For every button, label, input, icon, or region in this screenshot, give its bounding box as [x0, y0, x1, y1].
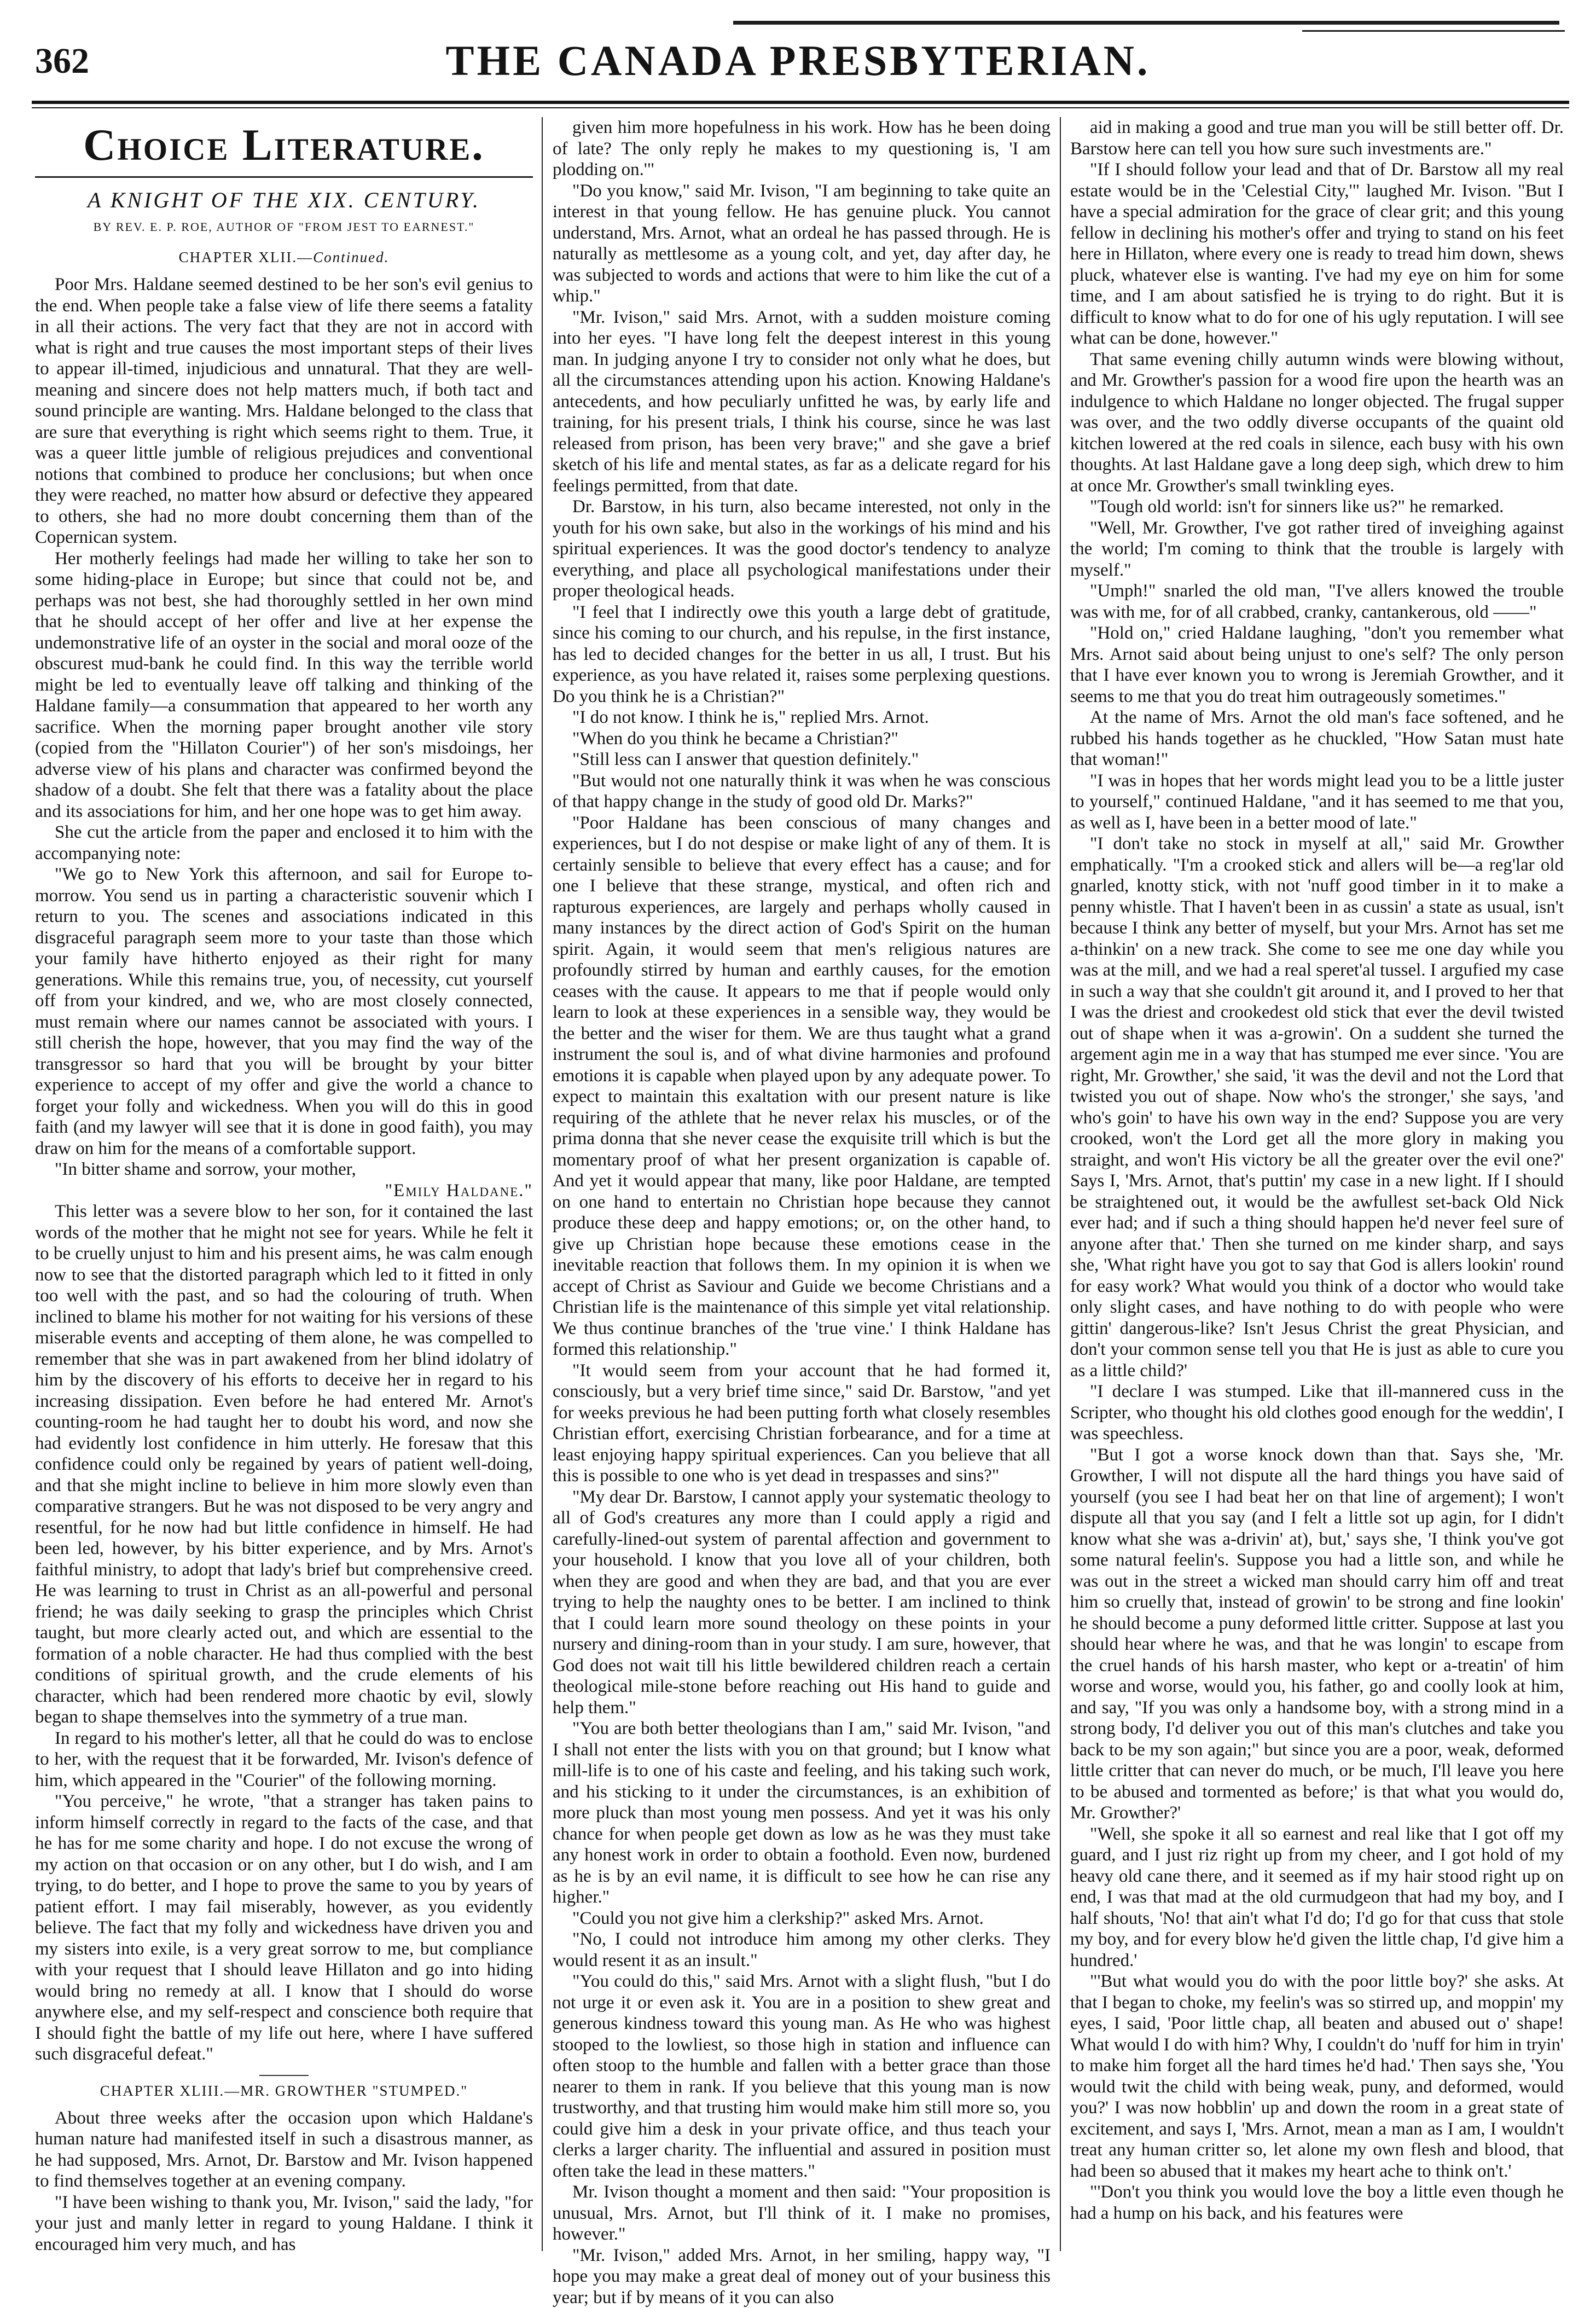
section-rule: [259, 2075, 309, 2076]
paragraph: "I have been wishing to thank you, Mr. Ivison," said the lady, "for your just and manly letter in regard to young Haldane. I think it encouraged him very much, and has: [35, 2192, 533, 2255]
paragraph: "In bitter shame and sorrow, your mother,: [35, 1159, 533, 1180]
paragraph: "If I should follow your lead and that of Dr. Barstow all my real estate would be in the 'Celestial City,'" laughed Mr. Ivison. "But I have a special admiration for the grace of clear grit; and this young fellow in declining his mother's offer and trying to stand on his feet here in Hillaton, where every one is ready to tread him down, shews pluck, whatever else is wanting. I've had my eye on him for some time, and I am about satisfied he is trying to do right. But it is difficult to know what to do for one of his ugly reputation. I will see what can be done, however.": [1070, 159, 1564, 349]
paragraph: Her motherly feelings had made her willing to take her son to some hiding-place in Europe; but since that could not be, and perhaps was not best, she had thoroughly settled in her own mind that he should accept of her offer and live at her expense the undemonstrative life of an oyster in the social and moral ooze of the obscurest mud-bank he could find. In this way the terrible world might be led to eventually leave off talking and thinking of the Haldane family—a consummation that appeared to her worth any sacrifice. When the morning paper brought another vile story (copied from the "Hillaton Courier") of her son's misdoings, her adverse view of his plans and character was confirmed beyond the shadow of a doubt. She felt that there was a fatality about the place and its associations for him, and her one hope was to get him away.: [35, 548, 533, 822]
paragraph: "I don't take no stock in myself at all," said Mr. Growther emphatically. "I'm a crooked stick and allers will be—a reg'lar old gnarled, knotty stick, with not 'nuff good timber in it to make a penny whistle. That I haven't been in as cussin' a state as usual, isn't because I think any better of myself, but your Mrs. Arnot has set me a-thinkin' on a new track. She come to see me one day while you was at the mill, and we had a real speret'al tussel. I argufied my case in such a way that she couldn't git around it, and I proved to her that I was the driest and crookedest old stick that ever the devil twisted out of shape when it was a-growin'. On a suddent she turned the argement agin me in a way that has stumped me ever since. 'You are right, Mr. Growther,' she said, 'it was the devil and not the Lord that twisted you out of shape. Now who's the stronger,' she says, 'and who's goin' to have his own way in the end? Suppose you are very crooked, won't the Lord get all the more glory in making you straight, and won't His victory be all the greater over the evil one?' Says I, 'Mrs. Arnot, that's puttin' my case in a new light. If I should be straightened out, it would be the awfullest set-back Old Nick ever had; and if such a thing should happen he'd never feel sure of anyone after that.' Then she turned on me kinder sharp, and says she, 'What right have you got to say that God is allers lookin' round for easy work? What would you think of a doctor who would take only slight cases, and have nothing to do with people who were gittin' dangerous-like? Isn't Jesus Christ the great Physician, and don't your common sense tell you that He is just as able to cure you as a little child?': [1070, 833, 1564, 1381]
paragraph: "I declare I was stumped. Like that ill-mannered cuss in the Scripter, who thought his old clothes good enough for the weddin', I was speechless.: [1070, 1381, 1564, 1445]
paragraph: About three weeks after the occasion upon which Haldane's human nature had manifested itself in such a disastrous manner, as he had supposed, Mrs. Arnot, Dr. Barstow and Mr. Ivison happened to find themselves together at an evening company.: [35, 2108, 533, 2192]
paragraph: "You are both better theologians than I am," said Mr. Ivison, "and I shall not enter the lists with you on that ground; but I know what mill-life is to one of his caste and feeling, and his taking such work, and his sticking to it under the circumstances, is an exhibition of more pluck than most young men possess. And yet it was his only chance for when people get down as low as he was they must take any honest work in order to obtain a foothold. Even now, burdened as he is by an evil name, it is difficult to see how he can rise any higher.": [553, 1718, 1051, 1908]
paragraph: "Still less can I answer that question definitely.": [553, 749, 1051, 770]
column-divider-2: [1060, 117, 1061, 2251]
paragraph: "I feel that I indirectly owe this youth a large debt of gratitude, since his coming to our church, and his repulse, in the first instance, has led to decided changes for the better in us all, I trust. But his experience, as you have related it, raises some perplexing questions. Do you think he is a Christian?": [553, 602, 1051, 708]
column-divider-1: [542, 117, 543, 2251]
page-number: 362: [35, 40, 89, 82]
paragraph: "It would seem from your account that he had formed it, consciously, but a very brief time since," said Dr. Barstow, "and yet for weeks previous he had been putting forth what closely resembles Christian effort, exercising Christian forbearance, and for a time at least enjoying happy spiritual experiences. Can you believe that all this is possible to one who is yet dead in trespasses and sins?": [553, 1360, 1051, 1487]
paragraph: Poor Mrs. Haldane seemed destined to be her son's evil genius to the end. When people take a false view of life there seems a fatality in all their actions. The very fact that they are not in accord with what is right and true causes the most important steps of their lives to appear ill-timed, injudicious and unnatural. That they are well-meaning and sincere does not help matters much, if both tact and sound principle are wanting. Mrs. Haldane belonged to the class that are sure that everything is right which seems right to them. True, it was a queer little jumble of religious prejudices and conventional notions that combined to produce her conclusions; but when once they were reached, no matter how absurd or defective they appeared to others, she had no more doubt concerning them than of the Copernican system.: [35, 274, 533, 548]
paragraph: "Do you know," said Mr. Ivison, "I am beginning to take quite an interest in that young fellow. He has genuine pluck. You cannot understand, Mrs. Arnot, what an ordeal he has passed through. He is naturally as mettlesome as a young colt, and yet, day after day, he was subjected to words and actions that were to him like the cut of a whip.": [553, 181, 1051, 307]
paragraph: "'But what would you do with the poor little boy?' she asks. At that I began to choke, my feelin's was so stirred up, and moppin' my eyes, I said, 'Poor little chap, all beaten and abused out o' shape! What would I do with him? Why, I couldn't do 'nuff for him in tryin' to make him forget all the hard times he'd had.' Then says she, 'You would twit the child with being weak, puny, and deformed, would you?' I was now hobblin' up and down the room in a great state of excitement, and says I, 'Mrs. Arnot, mean a man as I am, I wouldn't treat any human critter so, let alone my own flesh and blood, that had been so abused that it makes my heart ache to think on't.': [1070, 1971, 1564, 2182]
column-1: [35, 117, 533, 2261]
journal-title: THE CANADA PRESBYTERIAN.: [0, 36, 1596, 85]
paragraph: "You perceive," he wrote, "that a stranger has taken pains to inform himself correctly in regard to the facts of the case, and that he has for me some charity and hope. I do not excuse the wrong of my action on that occasion or on any other, but I do wish, and I am trying, to do better, and I hope to prove the same to you by years of patient effort. I may fail miserably, however, as you evidently believe. The fact that my folly and wickedness have driven you and my sisters into exile, is a very great sorrow to me, but compliance with your request that I should leave Hillaton and go into hiding would bring no remedy at all. I know that I should do worse anywhere else, and my self-respect and conscience both require that I should fight the battle of my life out here, where I have suffered such disgraceful defeat.": [35, 1791, 533, 2065]
paragraph: "'Don't you think you would love the boy a little even though he had a hump on his back, and his features were: [1070, 2182, 1564, 2224]
header-rule-thin: [32, 107, 1569, 108]
paragraph: "Well, she spoke it all so earnest and real like that I got off my guard, and I just riz right up from my cheer, and I got hold of my heavy old cane there, and it seemed as if my hair stood right up on end, I was that mad at the old curmudgeon that had my boy, and I half shouts, 'No! that ain't what I'd do; I'd go for that cuss that stole my boy, and for every blow he'd given the little chap, I'd give him a hundred.': [1070, 1824, 1564, 1971]
header-rule: [32, 101, 1569, 104]
column-3: [1070, 117, 1564, 2261]
paragraph: "Tough old world: isn't for sinners like us?" he remarked.: [1070, 496, 1564, 518]
paragraph: "But I got a worse knock down than that. Says she, 'Mr. Growther, I will not dispute all the hard things you have said of yourself (you see I had beat her on that line of argement); I won't dispute all that you say (and I felt a little sot up agin, for I didn't know what she was a-drivin' at), but,' says she, 'I think you've got some natural feelin's. Suppose you had a little son, and while he was out in the street a wicked man should carry him off and treat him so cruelly that, instead of growin' to be strong and fine lookin' he should become a puny deformed little critter. Suppose at last you should hear where he was, and that he was longin' to escape from the cruel hands of his harsh master, who kept or a-treatin' of him worse and worse, would you, his father, go and coolly look at him, and say, "If you was only a handsome boy, with a strong mind in a strong body, I'd deliver you out of this man's clutches and take you back to be my son again;" but since you are a poor, weak, deformed little critter that can never do much, or be much, I'll leave you here to be abused and tormented as before;' is that what you would do, Mr. Growther?': [1070, 1445, 1564, 1824]
chapter-note: Continued.: [313, 249, 389, 265]
paragraph: This letter was a severe blow to her son, for it contained the last words of the mother that he might not see for years. While he felt it to be cruelly unjust to him and his present aims, he was calm enough now to see that the distorted paragraph which led to it fitted in only too well with the past, and so had the colouring of truth. When inclined to blame his mother for not waiting for his versions of these miserable events and accepting of them alone, he was compelled to remember that she was in part awakened from her blind idolatry of him by the discovery of his efforts to deceive her in regard to his increasing dissipation. Even before he had entered Mr. Arnot's counting-room he had taught her to doubt his word, and now she had evidently lost confidence in him utterly. He foresaw that this confidence could only be regained by years of patient well-doing, and that she might incline to believe in him more slowly even than comparative strangers. But he was not disposed to be very angry and resentful, for he now had but little confidence in himself. He had been led, however, by his bitter experience, and by Mrs. Arnot's faithful ministry, to adopt that lady's brief but comprehensive creed. He was learning to trust in Christ as an all-powerful and personal friend; he was daily seeking to grasp the principles which Christ taught, but more clearly acted out, and which are essential to the formation of a noble character. He had thus complied with the best conditions of spiritual growth, and the crude elements of his character, which had been rendered more chaotic by evil, slowly began to shape themselves into the symmetry of a true man.: [35, 1201, 533, 1728]
chapter-heading: [35, 248, 533, 266]
paragraph: Mr. Ivison thought a moment and then said: "Your proposition is unusual, Mrs. Arnot, but I'll think of it. I make no promises, however.": [553, 2182, 1051, 2245]
paragraph: "But would not one naturally think it was when he was conscious of that happy change in the study of good old Dr. Marks?": [553, 770, 1051, 813]
paragraph: aid in making a good and true man you will be still better off. Dr. Barstow here can tell you how sure such investments are.": [1070, 117, 1564, 159]
story-title: A KNIGHT OF THE XIX. CENTURY.: [35, 188, 533, 213]
paragraph: "My dear Dr. Barstow, I cannot apply your systematic theology to all of God's creatures any more than I could apply a rigid and carefully-lined-out system of parental affection and government to your household. I know that you love all of your children, both when they are good and when they are bad, and that you are ever trying to help the naughty ones to be better. I am inclined to think that I could learn more sound theology on these points in your nursery and dining-room than in your study. I am sure, however, that God does not wait till his little bewildered children reach a certain theological mile-stone before reaching out His hand to guide and help them.": [553, 1487, 1051, 1719]
byline: BY REV. E. P. ROE, AUTHOR OF "FROM JEST TO EARNEST.": [35, 219, 533, 235]
chapter-heading-2: CHAPTER XLIII.—MR. GROWTHER "STUMPED.": [35, 2081, 533, 2100]
paragraph: "Mr. Ivison," added Mrs. Arnot, in her smiling, happy way, "I hope you may make a great deal of money out of your business this year; but if by means of it you can also: [553, 2245, 1051, 2308]
paragraph: "We go to New York this afternoon, and sail for Europe to-morrow. You send us in parting a characteristic souvenir which I return to you. The scenes and associations indicated in this disgraceful paragraph seem more to your taste than those which your family have hitherto enjoyed as their right for many generations. While this remains true, you, of necessity, cut yourself off from your kindred, and we, who are most closely connected, must remain where our names cannot be associated with yours. I still cherish the hope, however, that you may find the way of the transgressor so hard that you will be brought by your bitter experience to accept of my offer and give the world a chance to forget your folly and wickedness. When you will do this in good faith (and my lawyer will see that it is done in good faith), you may draw on him for the means of a comfortable support.: [35, 864, 533, 1159]
paragraph: "Well, Mr. Growther, I've got rather tired of inveighing against the world; I'm coming to think that the trouble is largely with myself.": [1070, 518, 1564, 581]
paragraph: "When do you think he became a Christian?": [553, 728, 1051, 750]
paragraph: "Hold on," cried Haldane laughing, "don't you remember what Mrs. Arnot said about being unjust to one's self? The only person that I have ever known you to wrong is Jeremiah Growther, and it seems to me that you do treat him outrageously sometimes.": [1070, 623, 1564, 707]
paragraph: In regard to his mother's letter, all that he could do was to enclose to her, with the request that it be forwarded, Mr. Ivison's defence of him, which appeared in the "Courier" of the following morning.: [35, 1728, 533, 1791]
header-top-rule: [733, 21, 1559, 25]
paragraph: At the name of Mrs. Arnot the old man's face softened, and he rubbed his hands together as he chuckled, "How Satan must hate that woman!": [1070, 707, 1564, 770]
paragraph: "Mr. Ivison," said Mrs. Arnot, with a sudden moisture coming into her eyes. "I have long felt the deepest interest in this young man. In judging anyone I try to consider not only what he does, but all the circumstances attending upon his action. Knowing Haldane's antecedents, and how peculiarly unfitted he was, by early life and training, for his present trials, I think his course, since he was last released from prison, has been very brave;" and she gave a brief sketch of his life and mental states, as far as a delicate regard for his feelings permitted, from that date.: [553, 307, 1051, 497]
paragraph: That same evening chilly autumn winds were blowing without, and Mr. Growther's passion for a wood fire upon the hearth was an indulgence to which Haldane no longer objected. The frugal supper was over, and the two oddly diverse occupants of the quaint old kitchen lowered at the red coals in silence, each busy with his own thoughts. At last Haldane gave a long deep sigh, which drew to him at once Mr. Growther's small twinkling eyes.: [1070, 349, 1564, 497]
paragraph: "I do not know. I think he is," replied Mrs. Arnot.: [553, 707, 1051, 728]
paragraph: "No, I could not introduce him among my other clerks. They would resent it as an insult.": [553, 1929, 1051, 1971]
paragraph: "You could do this," said Mrs. Arnot with a slight flush, "but I do not urge it or even ask it. You are in a position to shew great and generous kindness toward this young man. As He who was highest stooped to the lowliest, so those high in station and influence can often stoop to the humble and fallen with a better grace than those nearer to them in rank. If you believe that this young man is now trustworthy, and that trusting him would make him still more so, you could give him a desk in your private office, and thus teach your clerks a larger charity. The influential and assured in position must often take the lead in these matters.": [553, 1971, 1051, 2182]
paragraph: Dr. Barstow, in his turn, also became interested, not only in the youth for his own sake, but also in the workings of his mind and his spiritual experiences. It was the good doctor's tendency to analyze everything, and place all psychological manifestations under their proper theological heads.: [553, 496, 1051, 602]
paragraph: "I was in hopes that her words might lead you to be a little juster to yourself," continued Haldane, "and it has seemed to me that you, as well as I, have been in a better mood of late.": [1070, 770, 1564, 834]
header-top-rule-thin: [1302, 30, 1565, 32]
paragraph: "Poor Haldane has been conscious of many changes and experiences, but I do not despise or make light of any of them. It is certainly sensible to believe that every effect has a cause; and for one I believe that these strange, mystical, and often rich and rapturous experiences, are largely and perhaps wholly caused in many instances by the direct action of God's Spirit on the human spirit. Again, it would seem that men's religious natures are profoundly stirred by human and earthly causes, for the emotion ceases with the cause. It appears to me that if people would only learn to look at these experiences in a sensible way, they would be the better and the wiser for them. We are thus taught what a grand instrument the soul is, and of what divine harmonies and profound emotions it is capable when played upon by any adequate power. To expect to maintain this exaltation with our present nature is like requiring of the athlete that he never relax his muscles, or of the prima donna that she never cease the exquisite trill which is but the momentary proof of what her present organization is capable of. And yet it would appear that many, like poor Haldane, are tempted on one hand to entertain no Christian hope because they cannot produce these deep and happy emotions; or, on the other hand, to give up Christian hope because these emotions cease in the inevitable reaction that follows them. In my opinion it is when we accept of Christ as Saviour and Guide we become Christians and a Christian life is the maintenance of this simple yet vital relationship. We thus continue branches of the 'true vine.' I think Haldane has formed this relationship.": [553, 813, 1051, 1360]
paragraph: She cut the article from the paper and enclosed it to him with the accompanying note:: [35, 822, 533, 864]
department-heading: Choice Literature.: [35, 119, 533, 178]
paragraph: given him more hopefulness in his work. How has he been doing of late? The only reply he makes to my questioning is, 'I am plodding on.'": [553, 117, 1051, 181]
column-2: [553, 117, 1051, 2261]
paragraph: "Could you not give him a clerkship?" asked Mrs. Arnot.: [553, 1908, 1051, 1929]
paragraph: "Umph!" snarled the old man, "I've allers knowed the trouble was with me, for of all crabbed, cranky, cantankerous, old ——": [1070, 581, 1564, 623]
chapter-label: CHAPTER XLII.—: [179, 249, 314, 265]
letter-signature: "Emily Haldane.": [35, 1180, 533, 1202]
